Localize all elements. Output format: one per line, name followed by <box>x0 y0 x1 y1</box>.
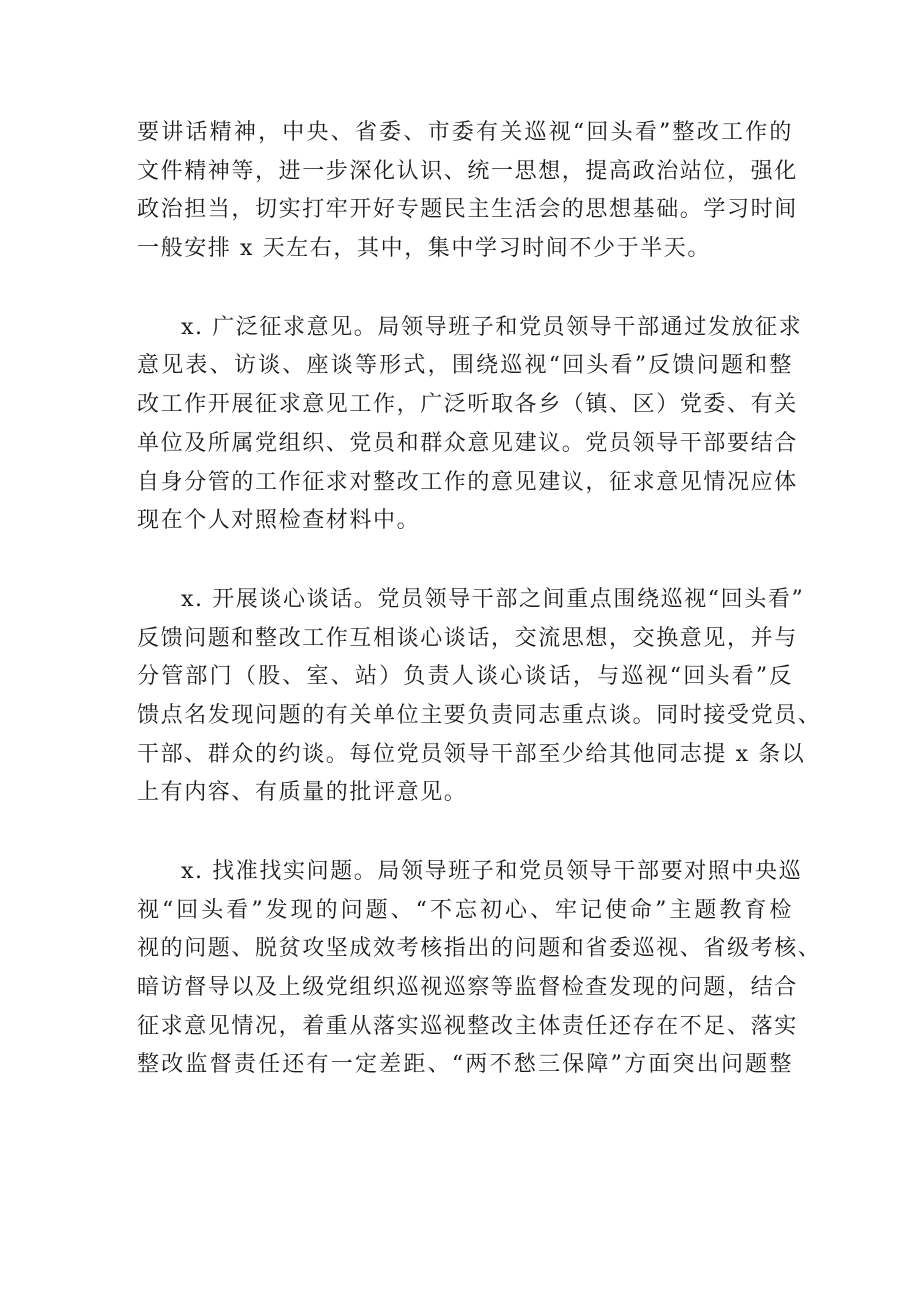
text-line: 改工作开展征求意见工作，广泛听取各乡（镇、区）党委、有关 <box>137 392 798 418</box>
text-line: 馈点名发现问题的有关单位主要负责同志重点谈。同时接受党员、 <box>137 702 822 728</box>
paragraph-heart-to-heart-talks <box>137 581 822 813</box>
paragraph-identify-problems <box>137 853 822 1085</box>
paragraph-solicit-opinions <box>137 309 803 541</box>
text-line: x. 找准找实问题。局领导班子和党员领导干部要对照中央巡 <box>181 859 803 884</box>
text-line: x. 开展谈心谈话。党员领导干部之间重点围绕巡视“回头看” <box>181 586 805 612</box>
text-line: 文件精神等，进一步深化认识、统一思想，提高政治站位，强化 <box>137 158 798 184</box>
text-line: 反馈问题和整改工作互相谈心谈话，交流思想，交换意见，并与 <box>137 625 798 651</box>
text-line: 整改监督责任还有一定差距、“两不愁三保障”方面突出问题整 <box>137 1052 793 1078</box>
document-body <box>137 114 822 1125</box>
text-line: 政治担当，切实打牢开好专题民主生活会的思想基础。学习时间 <box>137 197 798 223</box>
text-line: 自身分管的工作征求对整改工作的意见建议，征求意见情况应体 <box>137 469 798 495</box>
text-line: 干部、群众的约谈。每位党员领导干部至少给其他同志提 x 条以 <box>137 741 806 767</box>
text-line: 征求意见情况，着重从落实巡视整改主体责任还存在不足、落实 <box>137 1013 798 1039</box>
text-line: 分管部门（股、室、站）负责人谈心谈话，与巡视“回头看”反 <box>137 664 793 690</box>
text-line: x. 广泛征求意见。局领导班子和党员领导干部通过发放征求 <box>181 314 803 340</box>
text-line: 意见表、访谈、座谈等形式，围绕巡视“回头看”反馈问题和整 <box>137 353 793 379</box>
paragraph-study-arrangement <box>137 114 798 269</box>
text-line: 视的问题、脱贫攻坚成效考核指出的问题和省委巡视、省级考核、 <box>137 936 822 962</box>
text-line: 视“回头看”发现的问题、“不忘初心、牢记使命”主题教育检 <box>137 897 793 923</box>
text-line: 现在个人对照检查材料中。 <box>137 508 421 534</box>
text-line: 单位及所属党组织、党员和群众意见建议。党员领导干部要结合 <box>137 430 798 456</box>
text-line: 要讲话精神，中央、省委、市委有关巡视“回头看”整改工作的 <box>137 120 793 145</box>
text-line: 一般安排 x 天左右，其中，集中学习时间不少于半天。 <box>137 236 711 262</box>
text-line: 暗访督导以及上级党组织巡视巡察等监督检查发现的问题，结合 <box>137 975 798 1001</box>
text-line: 上有内容、有质量的批评意见。 <box>137 780 468 806</box>
